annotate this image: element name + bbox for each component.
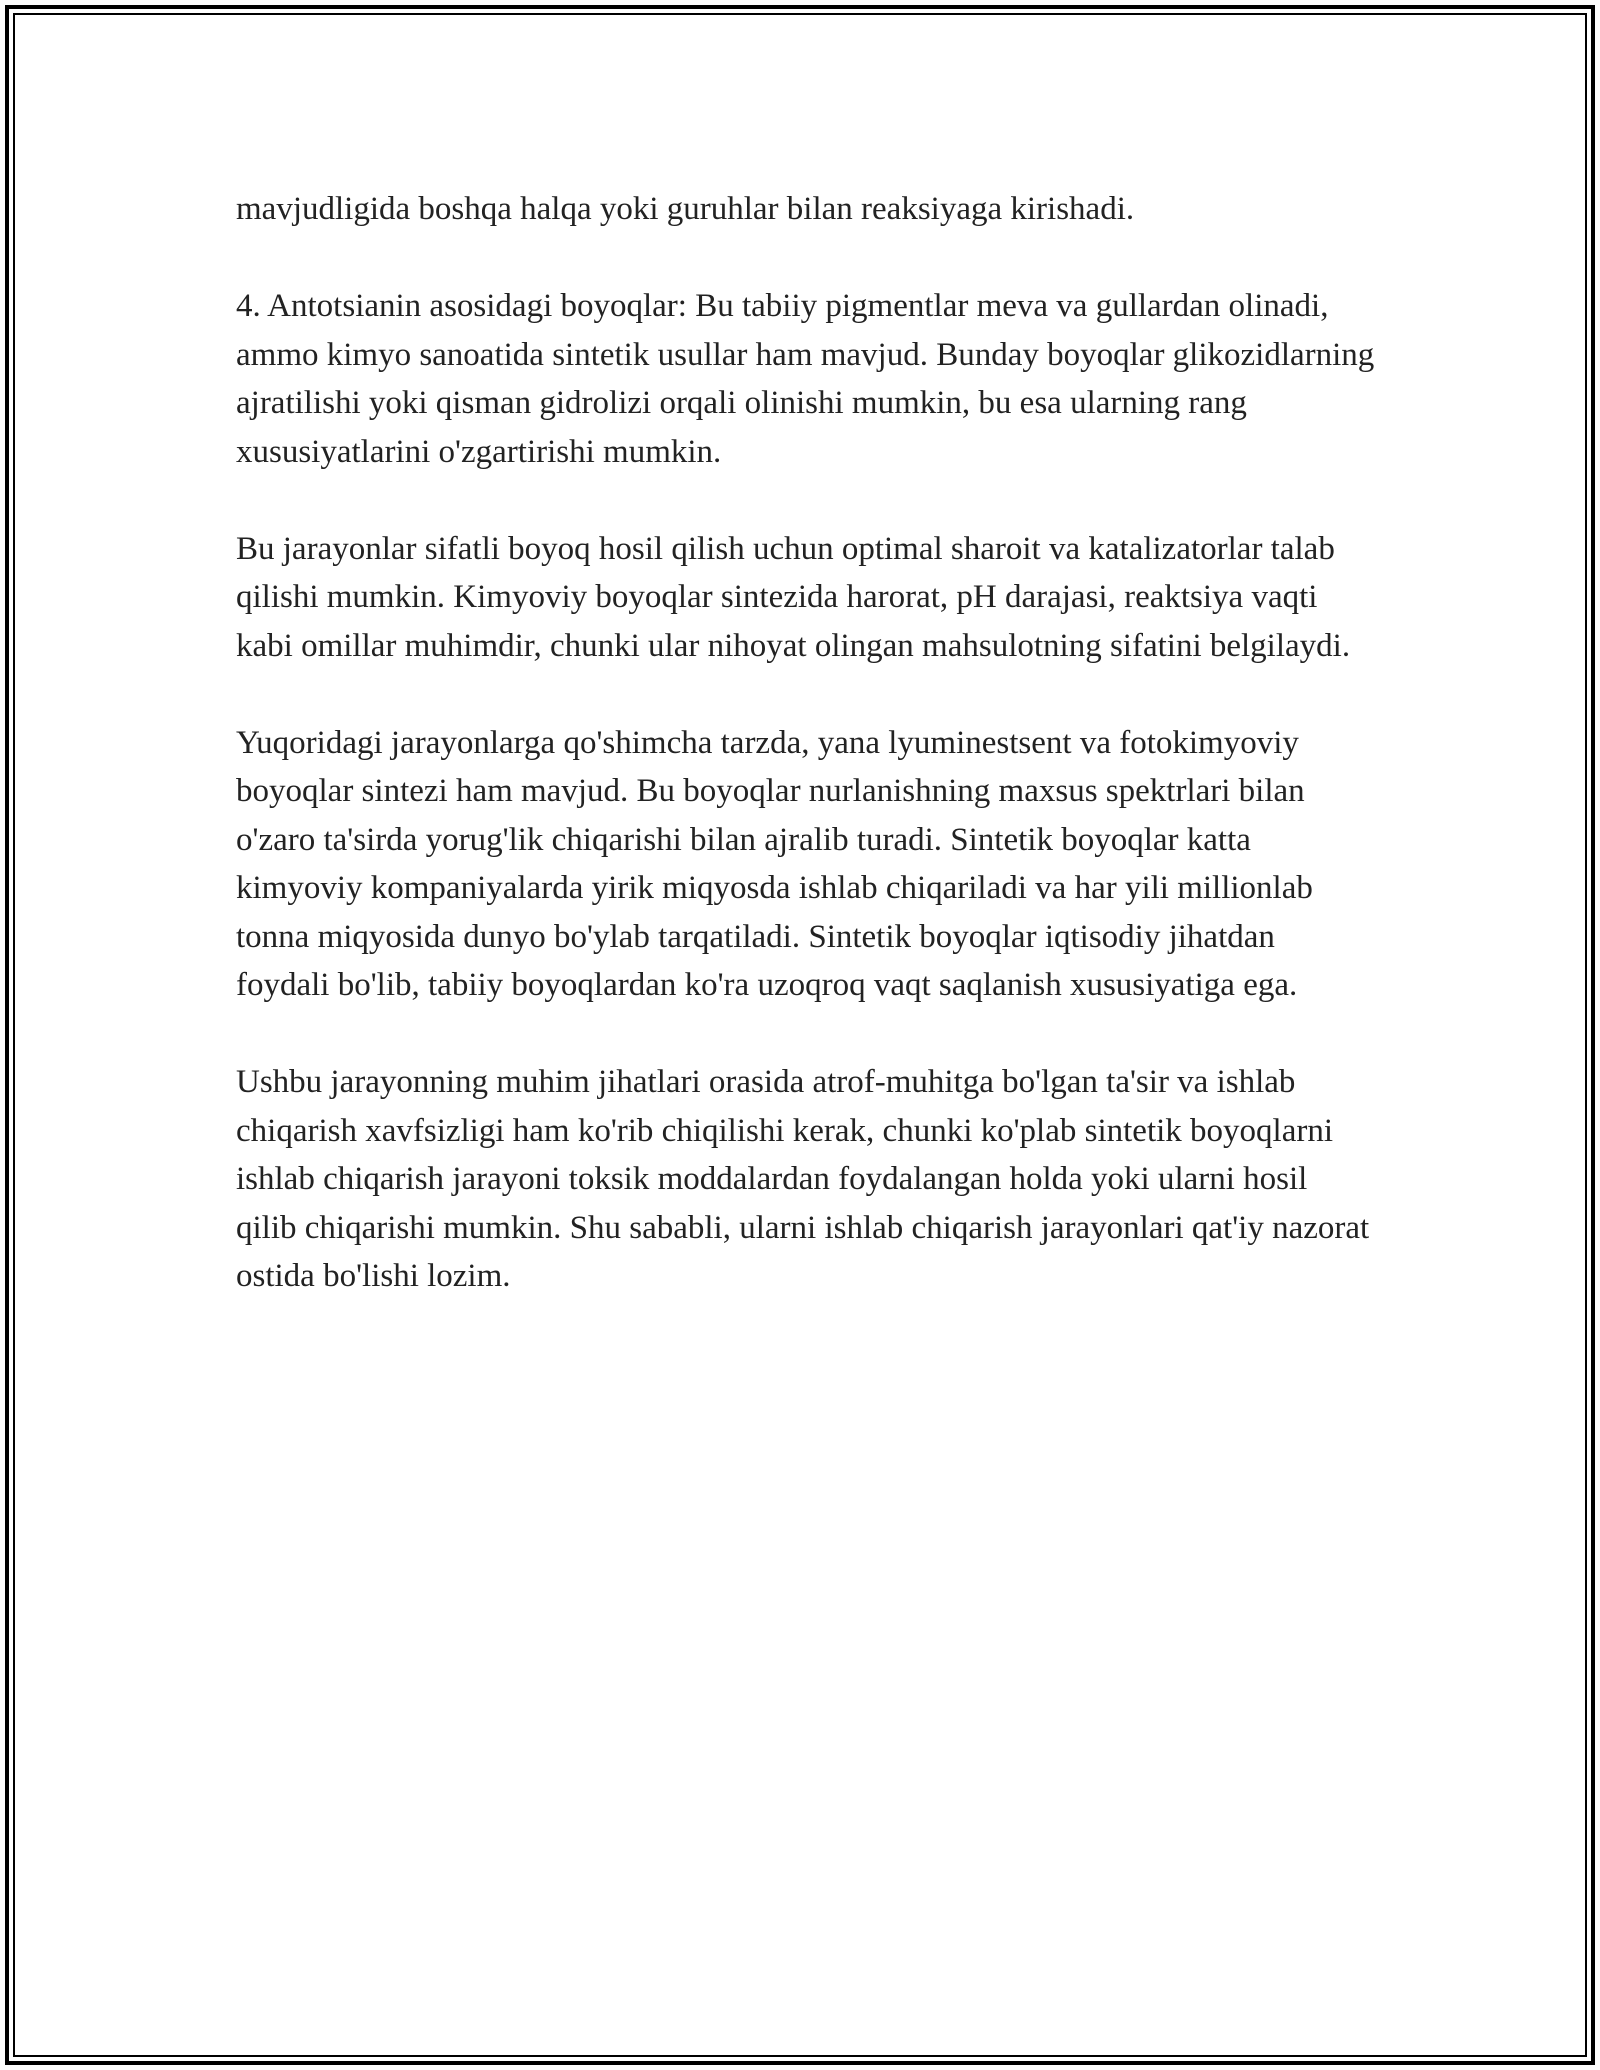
paragraph-conditions: Bu jarayonlar sifatli boyoq hosil qilish uchun optimal sharoit va katalizatorlar talab qilishi mumkin. Kimyoviy boyoqlar sintezida harorat, pH darajasi, reaktsiya vaqti kabi omillar muhimdir, chunki ular nihoyat olingan mahsulotning sifatini belgilaydi.	[236, 530, 1351, 664]
paragraph-antotsianin: 4. Antotsianin asosidagi boyoqlar: Bu tabiiy pigmentlar meva va gullardan olinadi, ammo kimyo sanoatida sintetik usullar ham mavjud. Bunday boyoqlar glikozidlarning ajratilishi yoki qisman gidrolizi orqali olinishi mumkin, bu esa ularning rang xususiyatlarini o'zgartirishi mumkin.	[236, 288, 1375, 470]
paragraph-luminescent: Yuqoridagi jarayonlarga qo'shimcha tarzda, yana lyuminestsent va fotokimyoviy boyoqlar sintezi ham mavjud. Bu boyoqlar nurlanishning maxsus spektrlari bilan o'zaro ta'sirda yorug'lik chiqarishi bilan ajralib turadi. Sintetik boyoqlar katta kimyoviy kompaniyalarda yirik miqyosda ishlab chiqariladi va har yili millionlab tonna miqyosida dunyo bo'ylab tarqatiladi. Sintetik boyoqlar iqtisodiy jihatdan foydali bo'lib, tabiiy boyoqlardan ko'ra uzoqroq vaqt saqlanish xususiyatiga ega.	[236, 724, 1313, 1003]
paragraph-environment: Ushbu jarayonning muhim jihatlari orasida atrof-muhitga bo'lgan ta'sir va ishlab chiqarish xavfsizligi ham ko'rib chiqilishi kerak, chunki ko'plab sintetik boyoqlarni ishlab chiqarish jarayoni toksik moddalardan foydalangan holda yoki ularni hosil qilib chiqarishi mumkin. Shu sababli, ularni ishlab chiqarish jarayonlari qat'iy nazorat ostida bo'lishi lozim.	[236, 1064, 1370, 1294]
paragraph-continuation: mavjudligida boshqa halqa yoki guruhlar bilan reaksiyaga kirishadi.	[236, 191, 1135, 227]
document-body	[236, 185, 1376, 1349]
